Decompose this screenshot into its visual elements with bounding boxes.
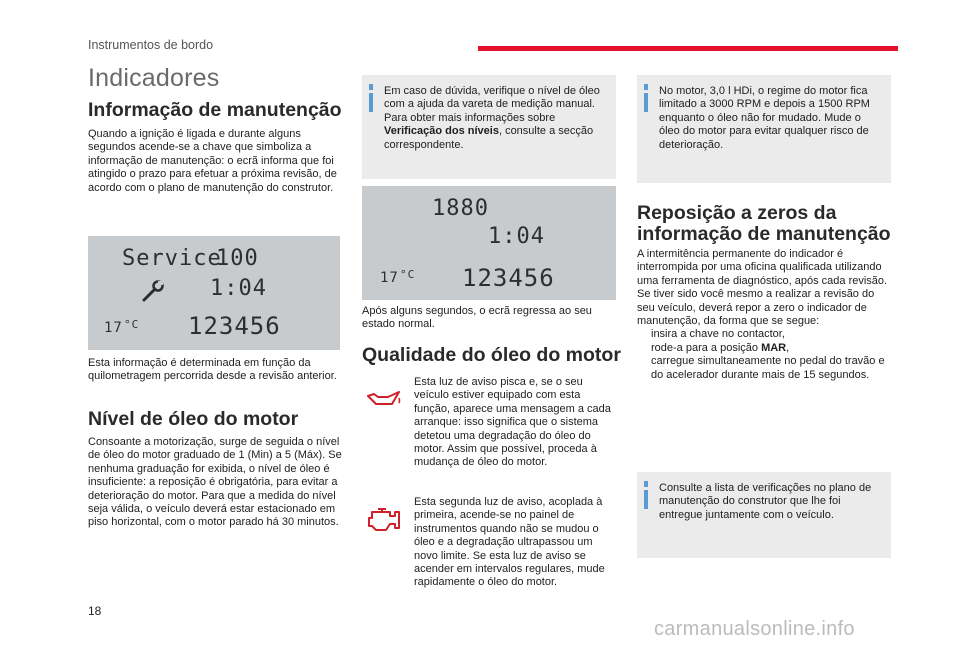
reset-steps — [637, 328, 893, 382]
service-temp-unit: °C — [124, 318, 140, 331]
normal-display-caption: Após alguns segundos, o ecrã regressa ao seu estado normal. — [362, 305, 592, 331]
engine-icon — [366, 504, 402, 539]
service-label: Service — [122, 246, 222, 271]
note-dipstick-text: Em caso de dúvida, verifique o nível de óleo com a ajuda da vareta de medição manual. Para obter mais informações sobre — [384, 85, 600, 124]
note-dipstick — [362, 75, 616, 179]
watermark: carmanualsonline.info — [654, 618, 855, 640]
info-icon — [369, 84, 373, 112]
note-dipstick-link: Verificação dos níveis — [384, 125, 499, 138]
info-icon — [644, 481, 648, 509]
normal-display-panel — [362, 186, 616, 300]
service-temperature: 17 — [104, 320, 123, 336]
oil-quality-heading: Qualidade do óleo do motor — [362, 344, 621, 366]
oil-quality-text-2: Esta segunda luz de aviso, acoplada à primeira, acende-se no painel de instrumentos quando não se mudou o óleo e a degradação ultrapassou um novo limite. Se esta luz de aviso se acender em intervalos regulares, mude rapidamente o óleo do motor. — [414, 496, 605, 589]
service-time: 1:04 — [210, 276, 267, 301]
normal-top-value: 1880 — [432, 196, 489, 221]
reset-heading-line1: Reposição a zeros da — [637, 202, 837, 224]
maintenance-caption: Esta informação é determinada em função da quilometragem percorrida desde a revisão anterior. — [88, 357, 337, 383]
note-hdi-text: No motor, 3,0 l HDi, o regime do motor fica limitado a 3000 RPM e depois a 1500 RPM enquanto o óleo não for mudado. Mude o óleo do motor para evitar qualquer risco de deterioração. — [659, 85, 870, 151]
reset-step: insira a chave no contactor, — [651, 328, 785, 341]
reset-body — [637, 248, 893, 382]
normal-temp-unit: °C — [400, 268, 416, 281]
maintenance-intro: Quando a ignição é ligada e durante alguns segundos acende-se a chave que simboliza a informação de manutenção: o ecrã informa que foi atingido o prazo para efetuar a próxima revisão, de acordo com o plano de manutenção do construtor. — [88, 128, 337, 194]
oil-level-heading: Nível de óleo do motor — [88, 408, 299, 430]
oil-level-body: Consoante a motorização, surge de seguida o nível de óleo do motor graduado de 1 (Min) a 5 (Máx). Se nenhuma graduação for exibida, o nível de óleo é insuficiente: a reposição é obrigatória, para evitar a deterioração do motor. Para que a medida do nível seja válida, o veículo deverá estar estacionado em piso horizontal, com o motor parado há 30 minutos. — [88, 436, 342, 529]
reset-step: carregue simultaneamente no pedal do travão e do acelerador durante mais de 15 segundos. — [651, 355, 885, 381]
reset-intro: A intermitência permanente do indicador é interrompida por uma oficina qualificada utilizando uma ferramenta de diagnóstico, após cada revisão. Se tiver sido você mesmo a realizar a revisão do seu veículo, deverá repor a zero o indicador de manutenção, da forma que se segue: — [637, 248, 888, 328]
note-dipstick-text-end: , consulte a secção correspondente. — [384, 125, 594, 151]
section-title: Indicadores — [88, 64, 220, 92]
oil-quality-text-1: Esta luz de aviso pisca e, se o seu veículo estiver equipado com esta função, aparece uma mensagem a cada arranque: isso significa que o sistema detetou uma degradação do óleo do motor. Assim que possível, proceda à mudança de óleo do motor. — [414, 376, 611, 469]
service-display-panel — [88, 236, 340, 350]
service-value: 100 — [216, 246, 259, 271]
reset-heading — [637, 203, 891, 246]
reset-heading-line2: informação de manutenção — [637, 223, 891, 246]
info-icon — [644, 84, 648, 112]
maintenance-heading: Informação de manutenção — [88, 99, 342, 121]
oil-can-icon — [366, 388, 402, 415]
normal-odometer: 123456 — [462, 264, 555, 292]
note-plan-text: Consulte a lista de verificações no plano de manutenção do construtor que lhe foi entregue juntamente com o veículo. — [659, 482, 872, 521]
note-hdi — [637, 75, 891, 183]
service-odometer: 123456 — [188, 312, 281, 340]
normal-time: 1:04 — [488, 224, 545, 249]
wrench-icon — [140, 280, 166, 308]
header-title: Instrumentos de bordo — [88, 38, 214, 52]
reset-step: rode-a para a posição MAR, — [651, 341, 790, 354]
page-number: 18 — [88, 604, 102, 618]
note-plan — [637, 472, 891, 558]
normal-temperature: 17 — [380, 270, 399, 286]
header-accent-bar — [478, 46, 898, 51]
